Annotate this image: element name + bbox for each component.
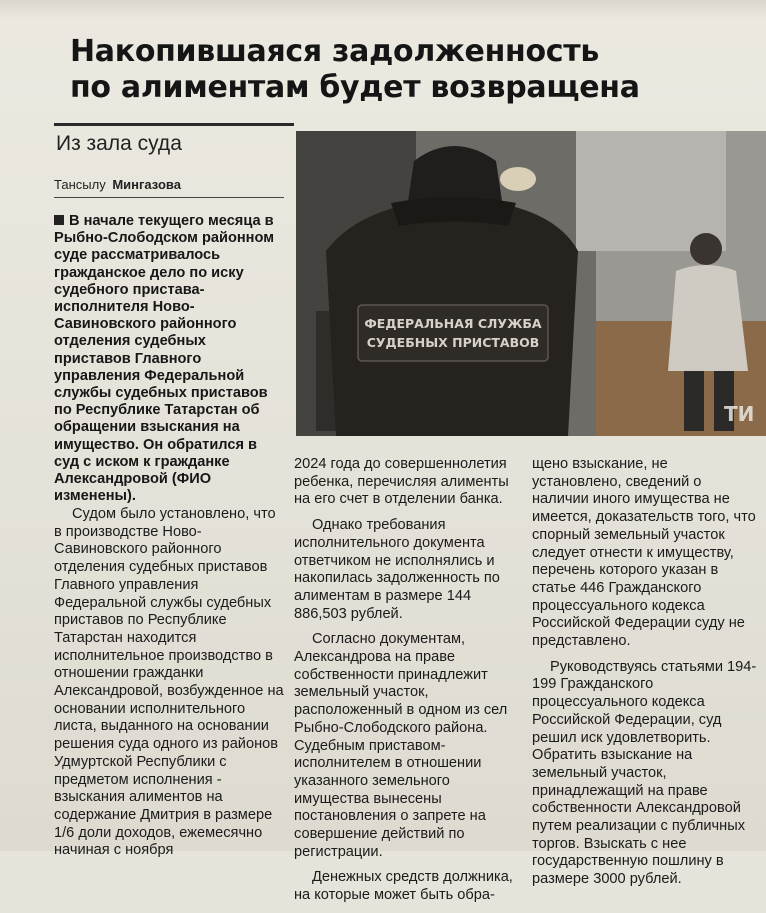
col1-paragraph-1: Судом было установлено, что в производстве Ново-Савиновского районного отделения судебных приставов Главного управления Федеральной службы судебных приставов по Республике Татарстан находится исполнительное производство в отношении гражданки Александровой, возбужденное на основании исполнительного листа, выданного на основании решения суда одного из районов Удмуртской Республики с предметом исполнения - взыскания алиментов на содержание Дмитрия в размере 1/6 доли доходов, ежемесячно начиная с ноября [54,506,284,859]
page-top-bleed [0,0,766,20]
col3-paragraph-1: Руководствуясь статьями 194-199 Гражданского процессуального кодекса Российской Федерации, суд решил иск удовлетворить. Обратить взыскание на земельный участок, принадлежащий на праве собственности Александровой путем реализации с публичных торгов. Взыскать с нее государственную пошлину в размере 3000 рублей. [532,658,757,888]
photo-watermark-logo: ТИ [724,402,755,426]
badge-line-1: ФЕДЕРАЛЬНАЯ СЛУЖБА [364,316,542,331]
col2-paragraph-2: Согласно документам, Александрова на праве собственности принадлежит земельный участок, расположенный в одном из сел Рыбно-Слободского района. Судебным приставом-исполнителем в отношении указанного земельного имущества вынесены постановления о запрете на совершение действий по регистрации. [294,631,508,860]
col2-paragraph-3: Денежных средств должника, на которые может быть обра- [294,869,513,904]
text-column-2 [294,456,520,913]
author-byline [54,177,181,192]
article-headline [70,34,690,106]
lead-text: В начале текущего месяца в Рыбно-Слободском районном суде рассматривалось гражданское дело по иску судебного пристава-исполнителя Ново-Савиновского районного отделения судебных приставов Главного управления Федеральной службы судебных приставов по Республике Татарстан об обращении взыскания на имущество. Он обратился в суд с иском к гражданке Александровой (ФИО изменены). [54,213,275,505]
lead-square-icon [54,215,64,225]
badge-line-2: СУДЕБНЫХ ПРИСТАВОВ [366,335,540,350]
byline-rule [54,197,284,198]
text-column-3 [532,456,760,897]
headline-line-2: по алиментам будет возвращена [70,70,640,106]
col2-paragraph-1: Однако требования исполнительного документа ответчиком не исполнялись и накопилась задолженность по алиментам в размере 144 886,503 рублей. [294,517,500,622]
col2-paragraph-continued: 2024 года до совершеннолетия ребенка, перечисляя алименты на его счет в отделении банка. [294,456,509,508]
rubric-rule [54,123,294,126]
rubric-label: Из зала суда [56,132,182,155]
photo-illustration [296,131,766,436]
text-column-1 [54,506,286,868]
article-photo [296,131,766,436]
author-first-name: Тансылу [54,177,106,192]
col3-paragraph-continued: щено взыскание, не установлено, сведений о наличии иного имущества не имеется, доказательств того, что спорный земельный участок следует отнести к имуществу, перечень которого указан в статье 446 Гражданского процессуального кодекса Российской Федерации суду не представлено. [532,456,756,650]
article-lead [54,213,286,505]
headline-line-1: Накопившаяся задолженность [70,34,600,70]
author-last-name: Мингазова [112,177,181,192]
